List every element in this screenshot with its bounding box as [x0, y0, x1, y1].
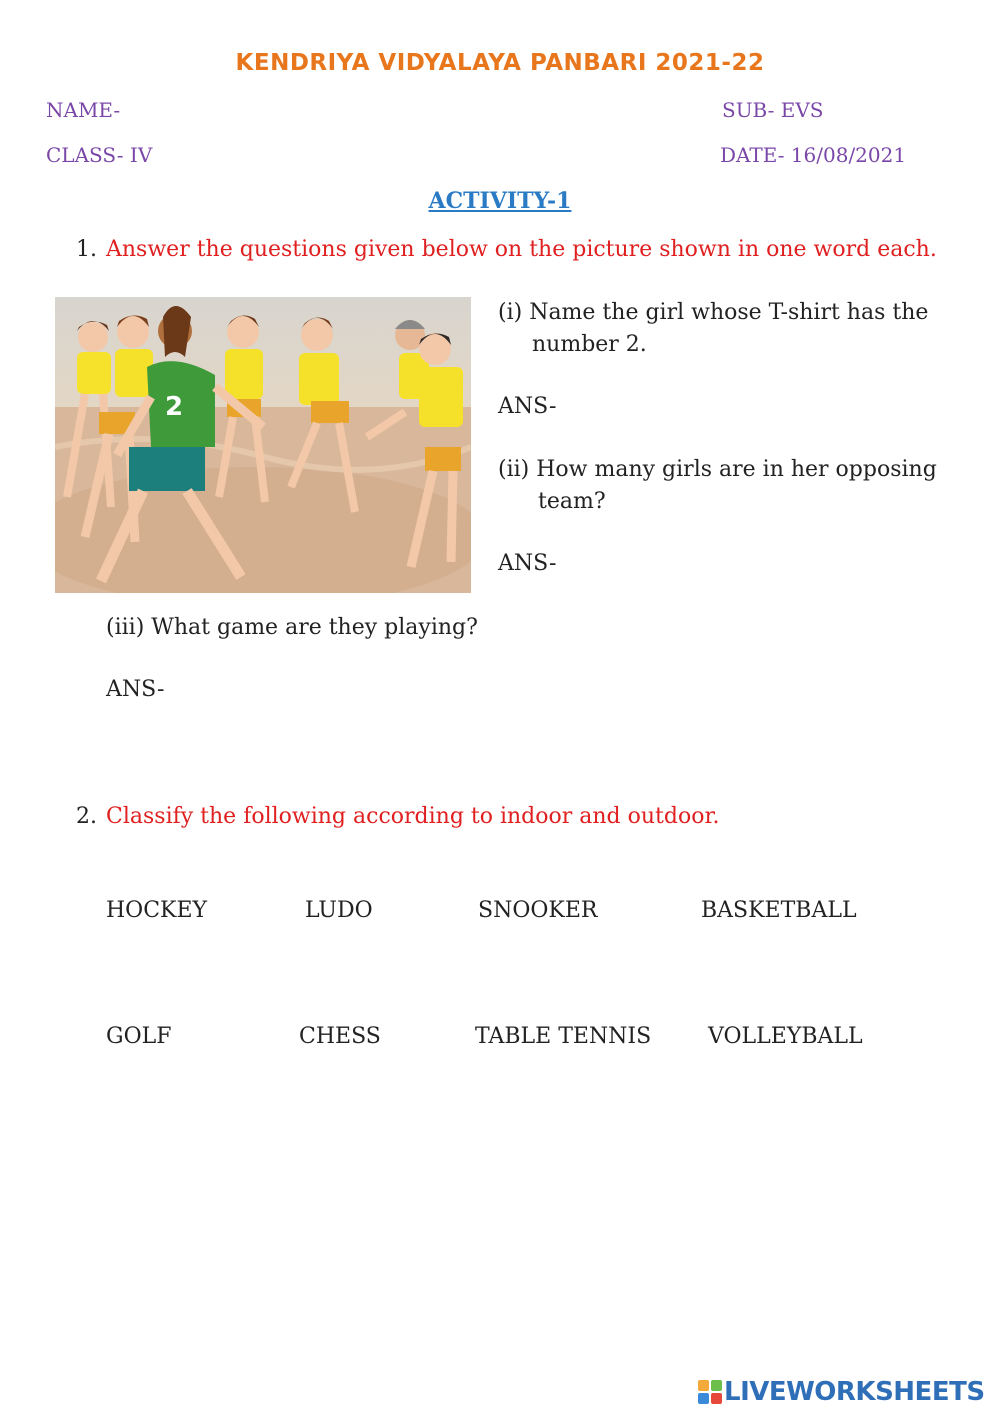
class-label: CLASS- IV [46, 143, 153, 167]
sub-question-1-line2: number 2. [532, 332, 647, 357]
sub-question-3: (iii) What game are they playing? [106, 615, 478, 640]
subject-label: SUB- EVS [722, 98, 824, 122]
answer-label-2: ANS- [498, 551, 557, 576]
sub-question-2-line2: team? [538, 489, 606, 514]
word-item: TABLE TENNIS [475, 1024, 652, 1049]
question-2-number: 2. [76, 804, 97, 829]
date-label: DATE- 16/08/2021 [720, 143, 907, 167]
word-item: GOLF [106, 1024, 172, 1049]
word-item: SNOOKER [478, 898, 598, 923]
word-item: VOLLEYBALL [708, 1024, 863, 1049]
word-item: LUDO [305, 898, 373, 923]
liveworksheets-icon [698, 1380, 722, 1404]
question-1-number: 1. [76, 237, 97, 262]
liveworksheets-logo [698, 1375, 985, 1409]
question-1-text: Answer the questions given below on the picture shown in one word each. [106, 237, 937, 262]
sub-question-2-line1: (ii) How many girls are in her opposing [498, 457, 937, 482]
jersey-number: 2 [165, 392, 184, 422]
question-2-text: Classify the following according to indoor and outdoor. [106, 804, 720, 829]
name-label: NAME- [46, 98, 121, 122]
word-item: BASKETBALL [701, 898, 857, 923]
word-item: HOCKEY [106, 898, 208, 923]
school-title: KENDRIYA VIDYALAYA PANBARI 2021-22 [235, 50, 765, 76]
answer-label-1: ANS- [498, 394, 557, 419]
brand-name: LIVEWORKSHEETS [724, 1377, 985, 1407]
kho-kho-picture [55, 297, 471, 593]
answer-label-3: ANS- [106, 677, 165, 702]
activity-title: ACTIVITY-1 [428, 188, 572, 214]
sub-question-1-line1: (i) Name the girl whose T-shirt has the [498, 300, 929, 325]
word-item: CHESS [299, 1024, 381, 1049]
